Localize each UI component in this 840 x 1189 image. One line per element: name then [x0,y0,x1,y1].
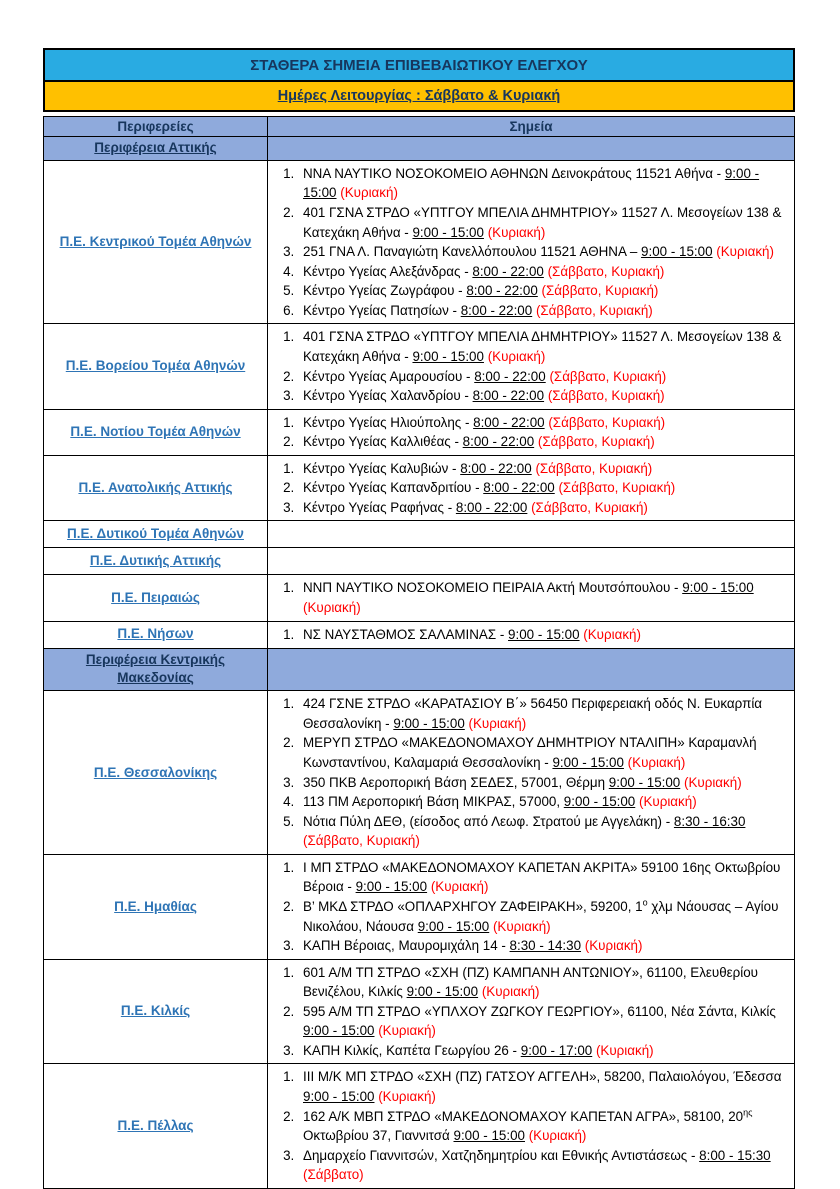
point-location: 251 ΓΝΑ Λ. Παναγιώτη Κανελλόπουλου 11521 ΑΘΗΝΑ – [303,244,642,260]
point-item [298,1002,786,1041]
point-location: 113 ΠΜ Αεροπορική Βάση ΜΙΚΡΑΣ, 57000, [303,794,564,810]
region-link[interactable]: Π.Ε. Δυτικού Τομέα Αθηνών [67,526,244,542]
point-hours: 9:00 - 17:00 [520,1042,593,1058]
point-location: 401 ΓΣΝΑ ΣΤΡΔΟ «ΥΠΤΓΟΥ ΜΠΕΛΙΑ ΔΗΜΗΤΡΙΟΥ» 11527 Λ. Μεσογείων 138 & Κατεχάκη Αθήνα - [303,205,782,240]
points-cell [268,548,795,575]
point-item [298,897,786,936]
point-hours: 9:00 - 15:00 [641,244,713,260]
region-cell [44,959,268,1064]
point-hours: 8:00 - 22:00 [460,460,532,476]
point-days: (Σάββατο, Κυριακή) [549,368,667,384]
point-item [298,164,786,203]
point-location: Κέντρο Υγείας Αλεξάνδρας - [303,263,473,279]
point-location: ΙΙΙ Μ/Κ ΜΠ ΣΤΡΔΟ «ΣΧΗ (ΠΖ) ΓΑΤΣΟΥ ΑΓΓΕΛΗ», 58200, Παλαιολόγου, Έδεσσα [303,1069,782,1085]
region-cell [44,324,268,409]
region-link[interactable]: Π.Ε. Κεντρικού Τομέα Αθηνών [59,234,252,250]
point-location: ΚΑΠΗ Βέροιας, Μαυρομιχάλη 14 - [303,938,510,954]
point-hours: 9:00 - 15:00 [412,224,484,240]
column-header-row [44,117,795,137]
point-days: (Σάββατο, Κυριακή) [547,388,665,404]
point-hours: 9:00 - 15:00 [682,580,754,596]
points-list [268,578,786,617]
region-cell [44,575,268,621]
point-item [298,262,786,282]
point-item [298,733,786,772]
table-row [44,521,795,548]
point-item [298,386,786,406]
point-days: (Κυριακή) [627,755,686,771]
point-location: ΝΝΑ ΝΑΥΤΙΚΟ ΝΟΣΟΚΟΜΕΙΟ ΑΘΗΝΩΝ Δεινοκράτους 11521 Αθήνα - [303,165,725,181]
point-location: 162 Α/Κ ΜΒΠ ΣΤΡΔΟ «ΜΑΚΕΔΟΝΟΜΑΧΟΥ ΚΑΠΕΤΑΝ ΑΓΡΑ», 58100, $20^{\eta\varsigma}$ Οκτωβρίου 37, Γιαννιτσά [303,1107,753,1144]
point-item [298,478,786,498]
point-days: (Κυριακή) [487,348,546,364]
table-row [44,854,795,959]
point-item [298,1067,786,1106]
point-location: Νότια Πύλη ΔΕΘ, (είσοδος από Λεωφ. Στρατού με Αγγελάκη) - [303,813,674,829]
point-location: Κέντρο Υγείας Ραφήνας - [303,499,456,515]
points-list [268,963,786,1061]
point-item [298,367,786,387]
points-cell [268,409,795,455]
point-item [298,936,786,956]
point-item [298,578,786,617]
points-list [268,327,786,405]
region-section-title: Περιφέρεια Κεντρικής Μακεδονίας [85,651,226,686]
point-item [298,203,786,242]
points-list [268,694,786,851]
region-link[interactable]: Π.Ε. Βορείου Τομέα Αθηνών [65,358,246,374]
point-days: (Κυριακή) [716,244,774,260]
point-hours: 8:30 - 14:30 [509,938,582,954]
point-hours: 8:30 - 16:30 [673,813,746,829]
point-item [298,432,786,452]
point-hours: 9:00 - 15:00 [406,984,479,1000]
point-days: (Κυριακή) [584,938,643,954]
points-cell [268,691,795,855]
points-list [268,1067,786,1184]
point-location: Ι ΜΠ ΣΤΡΔΟ «ΜΑΚΕΔΟΝΟΜΑΧΟΥ ΚΑΠΕΤΑΝ ΑΚΡΙΤΑ» 59100 16ης Οκτωβρίου Βέροια - [303,859,781,895]
point-hours: 9:00 - 15:00 [303,165,760,201]
point-location: Κέντρο Υγείας Καλλιθέας - [303,434,463,450]
point-days: (Κυριακή) [684,774,742,790]
region-cell [44,621,268,648]
point-hours: 8:00 - 22:00 [472,263,544,279]
table-row [44,575,795,621]
point-hours: 8:00 - 22:00 [474,368,546,384]
point-hours: 8:00 - 22:00 [473,414,545,430]
point-location: 595 Α/Μ ΤΠ ΣΤΡΔΟ «ΥΠΛΧΟΥ ΖΩΓΚΟΥ ΓΕΩΡΓΙΟΥ», 61100, Νέα Σάντα, Κιλκίς [303,1003,776,1019]
point-item [298,858,786,897]
point-hours: 9:00 - 15:00 [303,1023,375,1039]
subtitle-text: Ημέρες Λειτουργίας : Σάββατο & Κυριακή [277,88,561,104]
point-days: (Κυριακή) [487,224,546,240]
points-cell [268,854,795,959]
region-section-header-row [44,137,795,161]
subtitle-bar [43,82,795,112]
point-days: (Κυριακή) [340,185,398,201]
point-item [298,498,786,518]
table-row [44,160,795,324]
point-hours: 9:00 - 15:00 [453,1128,525,1144]
point-hours: 9:00 - 15:00 [563,794,636,810]
region-section-header-spacer [268,137,795,161]
point-item [298,963,786,1002]
region-cell [44,548,268,575]
point-location: Κέντρο Υγείας Καλυβιών - [303,460,461,476]
point-days: (Κυριακή) [639,794,697,810]
region-link[interactable]: Π.Ε. Ημαθίας [114,898,197,914]
region-section-header-cell [44,648,268,691]
point-days: (Κυριακή) [492,918,551,934]
point-days: (Κυριακή) [468,715,527,731]
point-item [298,812,786,851]
document [43,48,795,1189]
point-hours: 8:00 - 15:30 [699,1147,771,1163]
points-cell [268,324,795,409]
region-cell [44,409,268,455]
region-link[interactable]: Π.Ε. Δυτικής Αττικής [89,553,222,569]
points-list [268,413,786,452]
point-location: Κέντρο Υγείας Ηλιούπολης - [303,414,474,430]
point-days: (Κυριακή) [583,626,641,642]
point-hours: 8:00 - 22:00 [455,499,528,515]
point-hours: 8:00 - 22:00 [462,434,535,450]
point-item [298,625,786,645]
region-cell [44,455,268,521]
point-item [298,792,786,812]
point-hours: 8:00 - 22:00 [460,302,533,318]
point-location: Κέντρο Υγείας Χαλανδρίου - [303,388,473,404]
column-header-regions: Περιφερείες [44,117,268,137]
table-row [44,324,795,409]
region-cell [44,521,268,548]
region-link[interactable]: Π.Ε. Νήσων [117,626,194,642]
point-days: (Σάββατο, Κυριακή) [541,283,659,299]
point-location: Κέντρο Υγείας Αμαρουσίου - [303,368,475,384]
table-row [44,621,795,648]
point-item [298,281,786,301]
points-list [268,625,786,645]
point-item [298,1041,786,1061]
point-location: Β’ ΜΚΔ ΣΤΡΔΟ «ΟΠΛΑΡΧΗΓΟΥ ΖΑΦΕΙΡΑΚΗ», 59200, $1^o$ χλμ Νάουσας – Αγίου Νικολάου, Νάουσα [303,897,779,934]
point-days: (Κυριακή) [303,600,361,616]
point-item [298,413,786,433]
column-header-points: Σημεία [268,117,795,137]
point-hours: 8:00 - 22:00 [472,388,545,404]
point-hours: 9:00 - 15:00 [608,774,681,790]
point-location: 401 ΓΣΝΑ ΣΤΡΔΟ «ΥΠΤΓΟΥ ΜΠΕΛΙΑ ΔΗΜΗΤΡΙΟΥ» 11527 Λ. Μεσογείων 138 & Κατεχάκη Αθήνα - [303,329,782,364]
points-cell [268,621,795,648]
point-location: ΜΕΡΥΠ ΣΤΡΔΟ «ΜΑΚΕΔΟΝΟΜΑΧΟΥ ΔΗΜΗΤΡΙΟΥ ΝΤΑΛΙΠΗ» Καραμανλή Κωνσταντίνου, Καλαμαριά Θεσσαλονίκη - [303,735,757,771]
table-row [44,691,795,855]
point-days: (Σάββατο, Κυριακή) [531,499,648,515]
region-link[interactable]: Π.Ε. Πειραιώς [111,589,200,605]
region-cell [44,854,268,959]
region-link[interactable]: Π.Ε. Κιλκίς [120,1003,191,1019]
point-days: (Κυριακή) [378,1089,436,1105]
point-location: ΝΣ ΝΑΥΣΤΑΘΜΟΣ ΣΑΛΑΜΙΝΑΣ - [303,626,509,642]
point-hours: 9:00 - 15:00 [393,715,465,731]
title-text: ΣΤΑΘΕΡΑ ΣΗΜΕΙΑ ΕΠΙΒΕΒΑΙΩΤΙΚΟΥ ΕΛΕΓΧΟΥ [250,57,588,74]
point-days: (Κυριακή) [595,1042,654,1058]
point-hours: 9:00 - 15:00 [303,1089,375,1105]
region-section-title: Περιφέρεια Αττικής [94,140,217,155]
point-days: (Κυριακή) [528,1128,587,1144]
point-item [298,1146,786,1185]
point-item [298,301,786,321]
points-list [268,858,786,956]
point-days: (Σάββατο, Κυριακή) [537,434,655,450]
point-days: (Κυριακή) [430,879,489,895]
point-hours: 9:00 - 15:00 [508,626,580,642]
point-hours: 8:00 - 22:00 [483,480,555,496]
point-days: (Σάββατο, Κυριακή) [303,833,420,849]
region-link[interactable]: Π.Ε. Ανατολικής Αττικής [78,480,233,495]
point-hours: 9:00 - 15:00 [417,918,490,934]
region-cell [44,1064,268,1188]
points-cell [268,1064,795,1188]
point-location: 350 ΠΚΒ Αεροπορική Βάση ΣΕΔΕΣ, 57001, Θέρμη [303,774,609,790]
point-item [298,694,786,733]
points-list [268,459,786,518]
point-days: (Σάββατο, Κυριακή) [558,480,676,496]
table-row [44,1064,795,1188]
point-location: ΝΝΠ ΝΑΥΤΙΚΟ ΝΟΣΟΚΟΜΕΙΟ ΠΕΙΡΑΙΑ Ακτή Μουτσόπουλου - [303,580,683,596]
point-days: (Σάββατο, Κυριακή) [548,414,666,430]
point-location: Κέντρο Υγείας Καπανδριτίου - [303,480,484,496]
point-days: (Σάββατο) [303,1167,364,1183]
point-days: (Σάββατο, Κυριακή) [547,263,665,279]
region-section-header-cell [44,137,268,161]
point-days: (Κυριακή) [481,984,540,1000]
point-item [298,327,786,366]
point-item [298,459,786,479]
point-hours: 9:00 - 15:00 [355,879,428,895]
points-cell [268,959,795,1064]
point-hours: 9:00 - 15:00 [552,755,624,771]
region-section-header-spacer [268,648,795,691]
table-row [44,409,795,455]
point-location: Δημαρχείο Γιαννιτσών, Χατζηδημητρίου και Εθνικής Αντιστάσεως - [303,1147,700,1163]
region-link[interactable]: Π.Ε. Νοτίου Τομέα Αθηνών [70,424,241,440]
region-section-header-row [44,648,795,691]
point-hours: 8:00 - 22:00 [466,283,538,299]
points-cell [268,455,795,521]
points-list [268,164,786,321]
point-item [298,242,786,262]
points-cell [268,160,795,324]
point-item [298,773,786,793]
points-cell [268,575,795,621]
point-location: 424 ΓΣΝΕ ΣΤΡΔΟ «ΚΑΡΑΤΑΣΙΟΥ Β΄» 56450 Περιφερειακή οδός Ν. Ευκαρπία Θεσσαλονίκη - [303,696,763,731]
table-row [44,959,795,1064]
point-hours: 9:00 - 15:00 [412,348,484,364]
points-table [43,116,795,1189]
region-link[interactable]: Π.Ε. Θεσσαλονίκης [93,764,218,780]
region-link[interactable]: Π.Ε. Πέλλας [117,1118,194,1134]
region-cell [44,691,268,855]
point-location: Κέντρο Υγείας Ζωγράφου - [303,283,467,299]
point-location: Κέντρο Υγείας Πατησίων - [303,302,461,318]
points-cell [268,521,795,548]
point-location: ΚΑΠΗ Κιλκίς, Καπέτα Γεωργίου 26 - [303,1042,521,1058]
title-bar [43,48,795,82]
table-row [44,548,795,575]
point-days: (Σάββατο, Κυριακή) [535,302,653,318]
region-cell [44,160,268,324]
table-row [44,455,795,521]
point-location: 601 Α/Μ ΤΠ ΣΤΡΔΟ «ΣΧΗ (ΠΖ) ΚΑΜΠΑΝΗ ΑΝΤΩΝΙΟΥ», 61100, Ελευθερίου Βενιζέλου, Κιλκίς [303,964,758,1000]
point-days: (Κυριακή) [378,1023,436,1039]
point-item [298,1107,786,1146]
point-days: (Σάββατο, Κυριακή) [535,460,653,476]
